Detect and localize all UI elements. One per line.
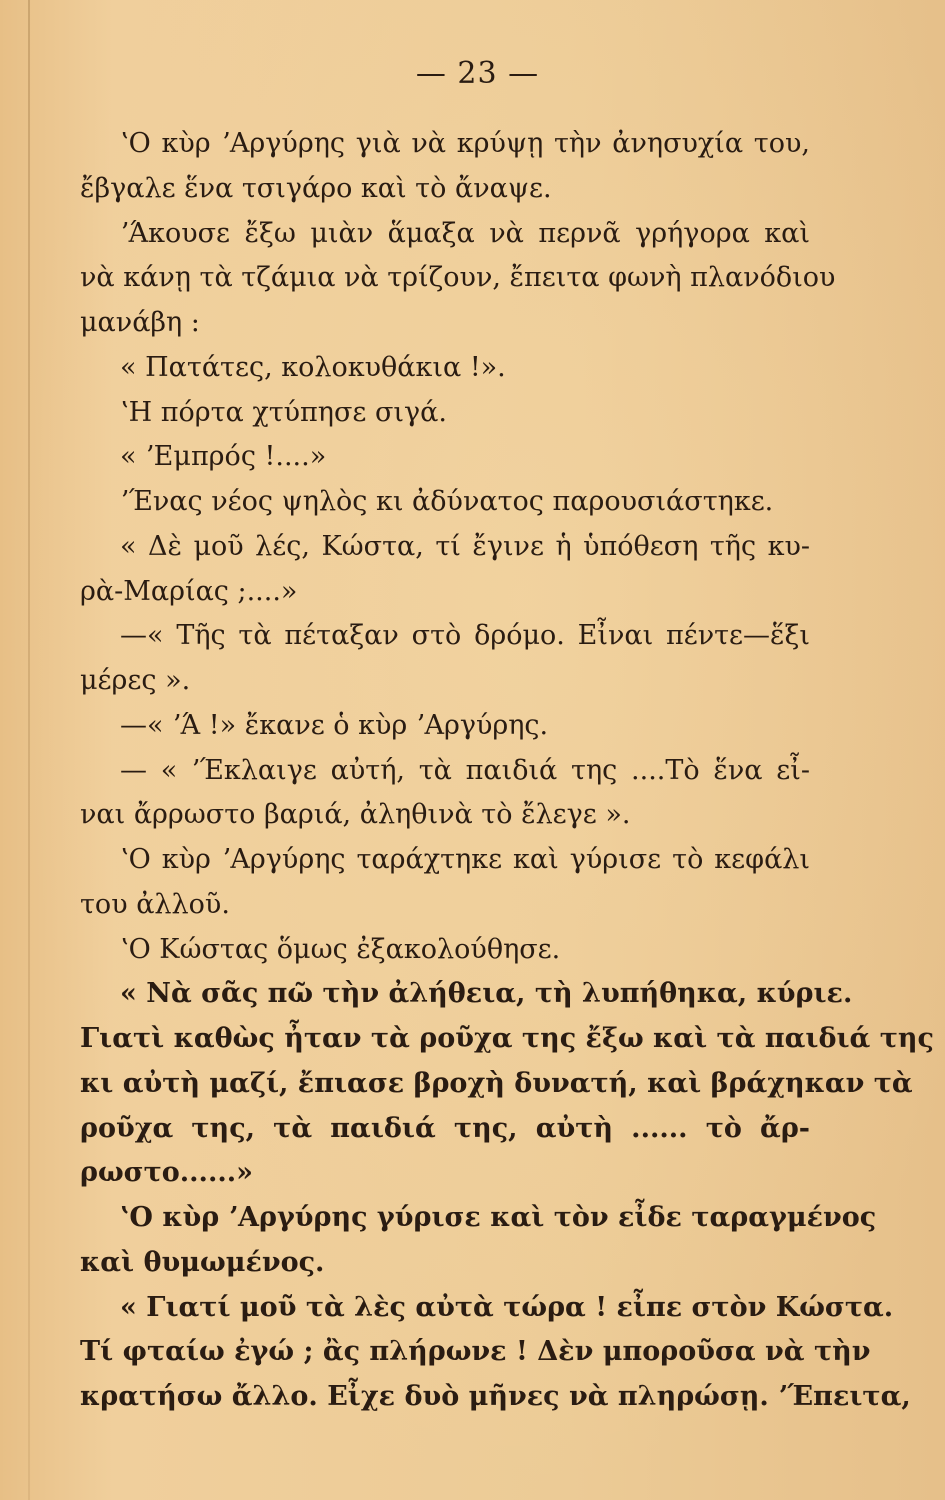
text-line: ʼΆκουσε ἔξω μιὰν ἅμαξα νὰ περνᾶ γρήγορα καὶ	[120, 217, 810, 249]
text-line: ναι ἄρρωστο βαριά, ἀληθινὰ τὸ ἔλεγε ».	[80, 799, 631, 831]
text-line: Γιατὶ καθὼς ἦταν τὰ ροῦχα της ἔξω καὶ τὰ παιδιά της	[80, 1023, 934, 1054]
text-line: « Δὲ μοῦ λές, Κώστα, τί ἔγινε ἡ ὑπόθεση τῆς κυ-	[120, 530, 810, 562]
body-text	[80, 122, 934, 1420]
text-line: —« ʼΆ !» ἔκανε ὁ κὺρ ʼΑργύρης.	[120, 709, 549, 741]
text-line: ʽΟ Κώστας ὅμως ἐξακολούθησε.	[120, 933, 561, 965]
page-fold-line	[28, 0, 30, 1500]
text-line: του ἀλλοῦ.	[80, 888, 230, 920]
text-line: Τί φταίω ἐγώ ; ἂς πλήρωνε ! Δὲν μποροῦσα νὰ τὴν	[80, 1336, 871, 1368]
text-line: —« Τῆς τὰ πέταξαν στὸ δρόμο. Εἶναι πέντε—ἕξι	[120, 620, 810, 652]
text-line: ʽΟ κὺρ ʼΑργύρης γιὰ νὰ κρύψῃ τὴν ἀνησυχία του,	[120, 128, 810, 159]
text-line: « Πατάτες, κολοκυθάκια !».	[120, 351, 506, 383]
text-line: μανάβη :	[80, 307, 200, 338]
text-line: ρωστο......»	[80, 1157, 254, 1189]
text-line: ʽΟ κὺρ ʼΑργύρης γύρισε καὶ τὸν εἶδε ταραγμένος	[120, 1202, 877, 1233]
text-line: ʼΈνας νέος ψηλὸς κι ἀδύνατος παρουσιάστηκε.	[120, 486, 774, 517]
text-line: κι αὐτὴ μαζί, ἔπιασε βροχὴ δυνατή, καὶ βράχηκαν τὰ	[80, 1067, 913, 1099]
text-line: — « ʼΈκλαιγε αὐτή, τὰ παιδιά της ....Τὸ ἕνα εἶ-	[120, 754, 810, 786]
text-line: κρατήσω ἄλλο. Εἶχε δυὸ μῆνες νὰ πληρώσῃ. ʼΈπειτα,	[80, 1381, 911, 1412]
text-line: ροῦχα της, τὰ παιδιά της, αὐτὴ ...... τὸ ἄρ-	[80, 1112, 810, 1144]
text-line: νὰ κάνῃ τὰ τζάμια νὰ τρίζουν, ἔπειτα φωνὴ πλανόδιου	[80, 262, 836, 294]
text-line: καὶ θυμωμένος.	[80, 1246, 325, 1278]
text-line: ʽΗ πόρτα χτύπησε σιγά.	[120, 396, 447, 428]
text-line: « Νὰ σᾶς πῶ τὴν ἀλήθεια, τὴ λυπήθηκα, κύριε.	[120, 978, 853, 1010]
text-line: « Γιατί μοῦ τὰ λὲς αὐτὰ τώρα ! εἶπε στὸν Κώστα.	[120, 1291, 894, 1323]
text-line: « ʼΕμπρός !....»	[120, 441, 327, 473]
text-line: ρὰ-Μαρίας ;....»	[80, 575, 298, 607]
text-line: μέρες ».	[80, 665, 191, 696]
text-line: ἔβγαλε ἕνα τσιγάρο καὶ τὸ ἄναψε.	[80, 172, 552, 204]
text-line: ʽΟ κὺρ ʼΑργύρης ταράχτηκε καὶ γύρισε τὸ κεφάλι	[120, 844, 810, 875]
page-number: — 23 —	[415, 56, 540, 91]
